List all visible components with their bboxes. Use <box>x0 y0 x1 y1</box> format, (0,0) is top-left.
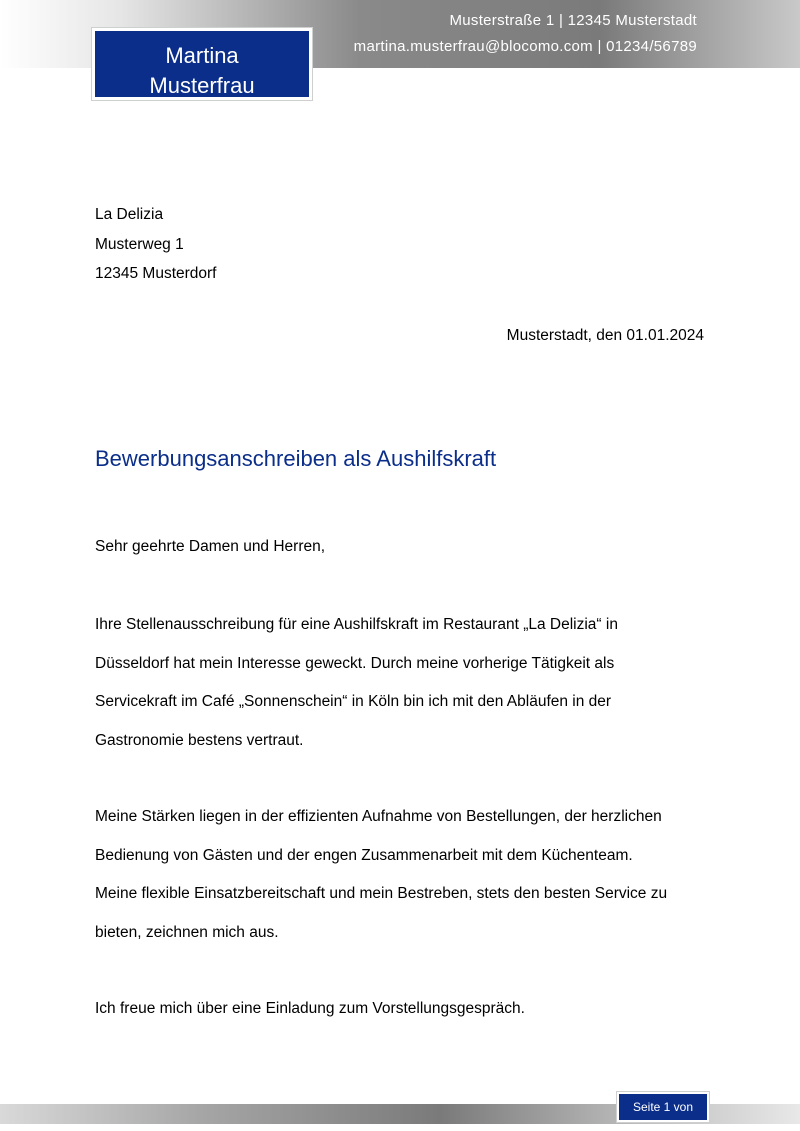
paragraph-line: bieten, zeichnen mich aus. <box>95 923 279 941</box>
paragraph-1 <box>95 606 618 760</box>
name-last: Musterfrau <box>149 73 255 98</box>
paragraph-line: Ihre Stellenausschreibung für eine Aushilfskraft im Restaurant „La Delizia“ in <box>95 616 618 633</box>
paragraph-line: Servicekraft im Café „Sonnenschein“ in Köln bin ich mit den Abläufen in der <box>95 693 612 710</box>
salutation: Sehr geehrte Damen und Herren, <box>95 538 326 555</box>
paragraph-line: Düsseldorf hat mein Interesse geweckt. Durch meine vorherige Tätigkeit als <box>95 654 615 672</box>
recipient-address <box>95 200 217 289</box>
paragraph-line: Ich freue mich über eine Einladung zum Vorstellungsgespräch. <box>95 1000 525 1017</box>
paragraph-line: Meine flexible Einsatzbereitschaft und mein Bestreben, stets den besten Service zu <box>95 885 668 902</box>
recipient-street: Musterweg 1 <box>95 235 184 253</box>
page-number: Seite 1 von <box>617 1092 709 1122</box>
recipient-company: La Delizia <box>95 206 164 223</box>
address-line: Musterstraße 1 | 12345 Musterstadt <box>449 12 697 29</box>
name-box <box>92 28 312 100</box>
paragraph-line: Meine Stärken liegen in der effizienten Aufnahme von Bestellungen, der herzlichen <box>95 808 662 825</box>
name-first: Martina <box>165 43 239 68</box>
paragraph-3 <box>95 990 525 1029</box>
paragraph-2 <box>95 798 667 952</box>
paragraph-line: Gastronomie bestens vertraut. <box>95 731 304 749</box>
paragraph-line: Bedienung von Gästen und der engen Zusammenarbeit mit dem Küchenteam. <box>95 846 633 864</box>
letter-date: Musterstadt, den 01.01.2024 <box>506 327 704 344</box>
letter-subject: Bewerbungsanschreiben als Aushilfskraft <box>95 446 497 471</box>
contact-line: martina.musterfrau@blocomo.com | 01234/56789 <box>353 38 697 55</box>
recipient-city: 12345 Musterdorf <box>95 265 217 282</box>
